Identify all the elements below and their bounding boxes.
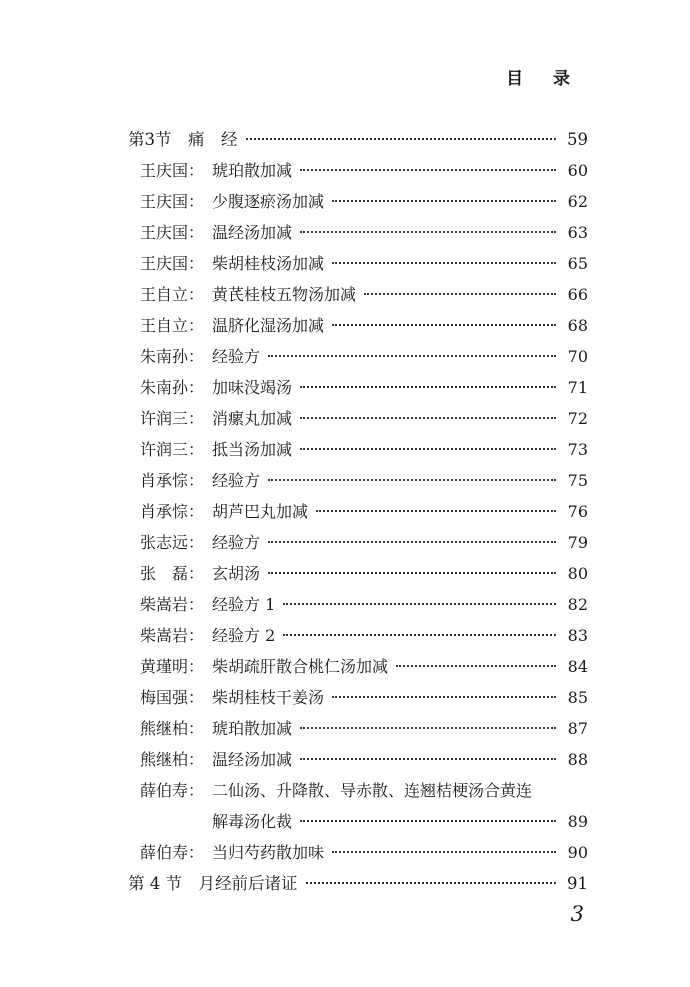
entry-author: 肖承悰： — [140, 502, 205, 521]
entry-author: 薛伯寿： — [140, 781, 205, 800]
entry-title: 黄芪桂枝五物汤加减 — [212, 285, 357, 304]
page-number: 85 — [567, 688, 588, 707]
dot-leader — [300, 758, 556, 760]
toc-section-row — [128, 868, 588, 899]
toc-entry-row — [128, 434, 588, 465]
dot-leader — [300, 727, 556, 729]
table-of-contents — [128, 124, 588, 899]
entry-author: 熊继柏： — [140, 750, 205, 769]
entry-author: 王庆国： — [140, 161, 205, 180]
entry-author: 王自立： — [140, 316, 205, 335]
entry-title: 经验方 1 — [212, 595, 276, 614]
page-number: 80 — [567, 564, 588, 583]
entry-title: 柴胡桂枝汤加减 — [212, 254, 325, 273]
dot-leader — [268, 479, 556, 481]
page-number: 91 — [567, 874, 588, 893]
entry-author: 王庆国： — [140, 223, 205, 242]
page-number: 70 — [567, 347, 588, 366]
entry-title: 经验方 2 — [212, 626, 276, 645]
page-number: 59 — [567, 130, 588, 149]
entry-title: 温经汤加减 — [212, 223, 293, 242]
entry-author: 柴嵩岩： — [140, 595, 205, 614]
page-number: 73 — [567, 440, 588, 459]
dot-leader — [283, 634, 556, 636]
entry-author: 熊继柏： — [140, 719, 205, 738]
dot-leader — [246, 138, 557, 140]
page-number: 75 — [567, 471, 588, 490]
entry-title: 抵当汤加减 — [212, 440, 293, 459]
dot-leader — [268, 355, 556, 357]
entry-title: 玄胡汤 — [212, 564, 261, 583]
entry-title: 少腹逐瘀汤加减 — [212, 192, 325, 211]
toc-entry-continuation — [128, 806, 588, 837]
toc-entry-row — [128, 682, 588, 713]
dot-leader — [332, 200, 556, 202]
dot-leader — [300, 386, 556, 388]
toc-entry-row — [128, 589, 588, 620]
dot-leader — [300, 231, 556, 233]
entry-author: 梅国强： — [140, 688, 205, 707]
entry-author: 肖承悰： — [140, 471, 205, 490]
entry-title: 琥珀散加减 — [212, 161, 293, 180]
dot-leader — [364, 293, 556, 295]
page-number: 87 — [567, 719, 588, 738]
dot-leader — [332, 324, 556, 326]
page-number: 62 — [567, 192, 588, 211]
toc-entry-row — [128, 155, 588, 186]
toc-entry-row — [128, 465, 588, 496]
entry-author: 张志远： — [140, 533, 205, 552]
page-number: 88 — [567, 750, 588, 769]
dot-leader — [283, 603, 556, 605]
section-label: 第3节 痛 经 — [128, 130, 238, 149]
dot-leader — [316, 510, 556, 512]
page-number: 84 — [567, 657, 588, 676]
page-number: 82 — [567, 595, 588, 614]
page-number: 89 — [567, 812, 588, 831]
dot-leader — [332, 696, 556, 698]
page-number: 79 — [567, 533, 588, 552]
dot-leader — [332, 851, 556, 853]
dot-leader — [268, 572, 556, 574]
entry-title: 二仙汤、升降散、导赤散、连翘桔梗汤合黄连 — [212, 781, 533, 800]
entry-author: 张 磊： — [140, 564, 205, 583]
entry-title: 加味没竭汤 — [212, 378, 293, 397]
toc-entry-row — [128, 496, 588, 527]
page-number: 65 — [567, 254, 588, 273]
toc-entry-row — [128, 279, 588, 310]
entry-title-continued: 解毒汤化裁 — [212, 812, 293, 831]
dot-leader — [300, 448, 556, 450]
page-footer-number: 3 — [570, 902, 584, 926]
entry-author: 朱南孙： — [140, 347, 205, 366]
entry-author: 王庆国： — [140, 254, 205, 273]
toc-entry-row — [128, 248, 588, 279]
page-number: 76 — [567, 502, 588, 521]
entry-title: 经验方 — [212, 533, 261, 552]
dot-leader — [300, 417, 556, 419]
entry-title: 当归芍药散加味 — [212, 843, 325, 862]
toc-entry-row — [128, 620, 588, 651]
toc-entry-row — [128, 310, 588, 341]
toc-section-row — [128, 124, 588, 155]
dot-leader — [332, 262, 556, 264]
entry-title: 温经汤加减 — [212, 750, 293, 769]
entry-title: 柴胡疏肝散合桃仁汤加减 — [212, 657, 389, 676]
entry-title: 温脐化湿汤加减 — [212, 316, 325, 335]
entry-title: 经验方 — [212, 471, 261, 490]
entry-author: 许润三： — [140, 440, 205, 459]
toc-entry-row — [128, 186, 588, 217]
page-number: 63 — [567, 223, 588, 242]
toc-entry-row — [128, 651, 588, 682]
dot-leader — [396, 665, 556, 667]
section-label: 第 4 节 月经前后诸证 — [128, 874, 298, 893]
dot-leader — [300, 820, 556, 822]
entry-title: 经验方 — [212, 347, 261, 366]
dot-leader — [268, 541, 556, 543]
entry-author: 柴嵩岩： — [140, 626, 205, 645]
page-number: 66 — [567, 285, 588, 304]
entry-author: 王庆国： — [140, 192, 205, 211]
entry-title: 消瘰丸加减 — [212, 409, 293, 428]
entry-title: 琥珀散加减 — [212, 719, 293, 738]
entry-title: 柴胡桂枝干姜汤 — [212, 688, 325, 707]
entry-author: 朱南孙： — [140, 378, 205, 397]
toc-entry-row — [128, 837, 588, 868]
entry-author: 薛伯寿： — [140, 843, 205, 862]
toc-entry-row — [128, 403, 588, 434]
toc-entry-row — [128, 341, 588, 372]
toc-entry-row — [128, 713, 588, 744]
page-number: 90 — [567, 843, 588, 862]
dot-leader — [300, 169, 556, 171]
toc-entry-row — [128, 527, 588, 558]
entry-author: 黄瑾明： — [140, 657, 205, 676]
toc-entry-row — [128, 217, 588, 248]
toc-entry-row — [128, 558, 588, 589]
page-number: 60 — [567, 161, 588, 180]
entry-title: 胡芦巴丸加减 — [212, 502, 309, 521]
page-number: 68 — [567, 316, 588, 335]
entry-author: 许润三： — [140, 409, 205, 428]
entry-author: 王自立： — [140, 285, 205, 304]
running-header: 目 录 — [506, 69, 582, 89]
toc-entry-row — [128, 744, 588, 775]
toc-entry-row — [128, 372, 588, 403]
toc-entry-row — [128, 775, 588, 806]
dot-leader — [306, 882, 557, 884]
page-number: 72 — [567, 409, 588, 428]
page-number: 83 — [567, 626, 588, 645]
page-number: 71 — [567, 378, 588, 397]
